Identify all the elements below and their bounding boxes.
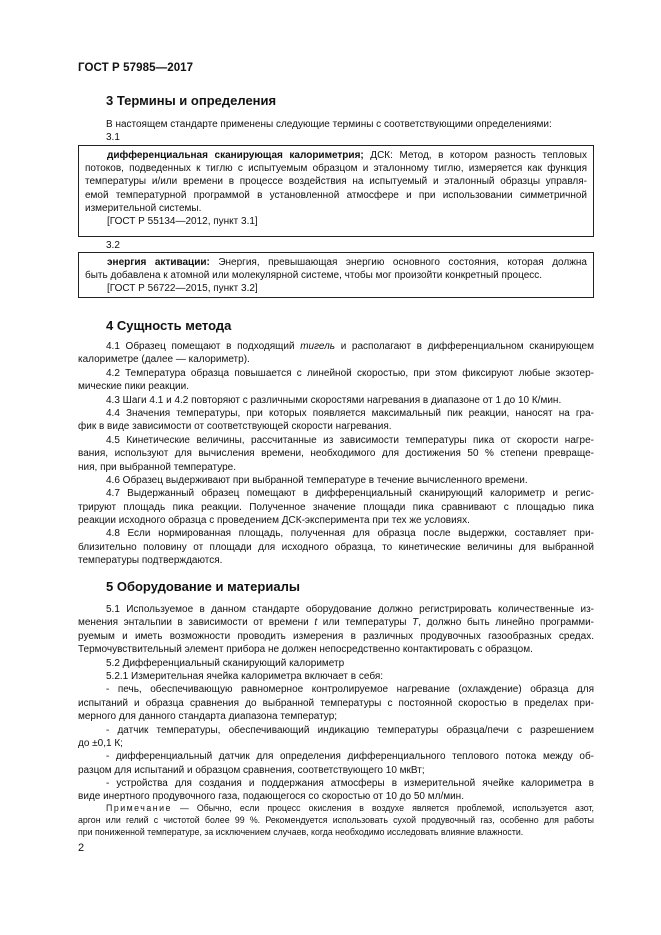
term-3-2-reference: [ГОСТ Р 56722—2015, пункт 3.2]	[107, 283, 258, 295]
standard-header: ГОСТ Р 57985—2017	[78, 62, 194, 74]
section-5-line: виде инертного продувочного газа, подающегося со скоростью от 10 до 50 мл/мин.	[78, 791, 464, 803]
section-5-line: - устройства для создания и поддержания атмосферы в измерительной ячейке калориметра в	[106, 778, 594, 790]
section-4-line: 4.6 Образец выдерживают при выбранной температуре в течение вычисленного времени.	[106, 474, 528, 486]
section-5-line: руемым и иметь возможности проводить измерения в различных продувочных газообразных средах.	[78, 630, 594, 642]
section-5-line: до ±0,1 К;	[78, 737, 123, 749]
section-5-line: испытаний и образца сравнения до выбранной температуры с постоянной скоростью в пределах при-	[78, 697, 594, 709]
section-5-line: 5.2 Дифференциальный сканирующий калориметр	[106, 657, 345, 669]
section-5-line: Термочувствительный элемент прибора не должен непосредственно контактировать с образцом.	[78, 644, 533, 656]
section-5-line: - печь, обеспечивающую равномерное контролируемое нагревание (охлаждение) образца для	[106, 684, 594, 696]
term-3-1-definition	[85, 149, 587, 215]
section-5-line: 5.2.1 Измерительная ячейка калориметра включает в себя:	[106, 670, 384, 682]
term-3-2-definition	[85, 256, 587, 282]
term-3-1-line: дифференциальная сканирующая калориметрия; ДСК: Метод, в котором разность тепловых	[107, 150, 587, 161]
term-3-2-line: быть добавлена к атомной или молекулярной системе, чтобы мог произойти конкретный процесс.	[85, 270, 543, 282]
section-4-line: 4.2 Температура образца повышается с линейной скоростью, при этом фиксируют любые экзотер-	[106, 367, 594, 379]
page-number: 2	[78, 842, 85, 854]
section-3-intro-text: В настоящем стандарте применены следующие термины с соответствующими определениями:	[106, 119, 552, 130]
section-3-intro	[106, 118, 592, 145]
section-4-line: температуры подтверждаются.	[78, 555, 223, 567]
section-5-line: разцом для испытаний и образцом сравнения, соответствующего 10 мкВт;	[78, 764, 425, 776]
term-3-1-line: температуры и/или времени в процессе воздействия на испытуемый и эталонный образцы управля-	[85, 176, 587, 188]
term-3-1-line: измерительной системы.	[85, 202, 202, 214]
section-4-line: 4.8 Если нормированная площадь, полученная для образца после выдержки, составляет при-	[106, 528, 594, 540]
section-5-body	[78, 603, 594, 804]
section-4-line: 4.7 Выдержанный образец помещают в дифференциальный сканирующий калориметр и регис-	[106, 488, 594, 500]
section-4-line: 4.1 Образец помещают в подходящий тигель и располагают в дифференциальном сканирующем	[106, 341, 594, 352]
note-line-3: при пониженной температуре, за исключением случаев, когда необходимо исследовать влияние влажности.	[78, 827, 524, 837]
term-3-1-line: потоков, подведенных к тиглю с испытуемым образцом и эталонному тиглю, измеряется как функция	[85, 163, 587, 175]
section-5-line: - дифференциальный датчик для определения дифференциального теплового потока между об-	[106, 751, 594, 763]
section-4-line: ния, при выбранной температуре.	[78, 461, 237, 473]
section-5-line: - датчик температуры, обеспечивающий индикацию температуры образца/печи с разрешением	[106, 724, 594, 736]
section-4-body	[78, 340, 594, 568]
section-4-line: вания, используют для вычисления времени, необходимого для достижения 50 % степени превраще-	[78, 448, 594, 460]
term-3-2-line: энергия активации: Энергия, превышающая энергию основного состояния, которая должна	[107, 257, 587, 268]
section-4-line: близительно половину от площади для исходного образца, то кинетические величины для выбранной	[78, 541, 594, 553]
section-4-line: 4.4 Значения температуры, при которых появляется максимальный пик реакции, наносят на гра-	[106, 407, 594, 419]
section-5-line: 5.1 Используемое в данном стандарте оборудование должно регистрировать количественные из-	[106, 604, 594, 615]
note-label: Примечание	[106, 803, 172, 813]
term-3-1-number: 3.1	[106, 132, 120, 144]
note-line-1: Примечание — Обычно, если процесс окисления в воздухе является проблемой, используется азот,	[106, 803, 594, 813]
section-3-title: 3 Термины и определения	[106, 93, 277, 108]
term-3-1-box	[78, 145, 594, 237]
section-4-line: трируют площадь пика реакции. Полученное значение площади пика сравнивают с площадью пика	[78, 501, 594, 513]
term-3-2-number-wrap	[106, 239, 592, 252]
section-4-line: 4.5 Кинетические величины, рассчитанные из зависимости температуры пика от скорости нагре-	[106, 434, 594, 446]
section-5-title: 5 Оборудование и материалы	[106, 579, 300, 594]
note-line-2: аргон или гелий с чистотой более 99 %. Рекомендуется использовать сухой продувочный газ, особенно для работы	[78, 815, 594, 825]
term-3-1-reference: [ГОСТ Р 55134—2012, пункт 3.1]	[107, 215, 258, 227]
section-4-line: калориметре (далее — калориметр).	[78, 354, 250, 366]
section-5-line: мерного для данного стандарта диапазона температур;	[78, 711, 338, 723]
term-3-2-number: 3.2	[106, 240, 120, 251]
section-4-line: мические пики реакции.	[78, 381, 190, 393]
section-4-line: фик в виде зависимости от соответствующей скорости нагревания.	[78, 421, 392, 433]
section-5-note	[78, 802, 594, 838]
section-4-title: 4 Сущность метода	[106, 318, 232, 333]
term-3-2-box	[78, 252, 594, 298]
section-4-line: реакции исходного образца с проведением ДСК-эксперимента при тех же условиях.	[78, 515, 470, 527]
section-4-line: 4.3 Шаги 4.1 и 4.2 повторяют с различными скоростями нагревания в диапазоне от 1 до 10 К/мин.	[106, 394, 562, 406]
term-3-1-term-name: дифференциальная сканирующая калориметрия;	[107, 150, 364, 161]
section-5-line: менения энтальпии в зависимости от времени t или температуры T, должно быть линейно программи-	[78, 617, 594, 629]
term-3-2-term-name: энергия активации:	[107, 257, 210, 268]
term-3-1-line: емой температурной программой в установленной атмосфере и при использовании симметричной	[85, 189, 587, 201]
